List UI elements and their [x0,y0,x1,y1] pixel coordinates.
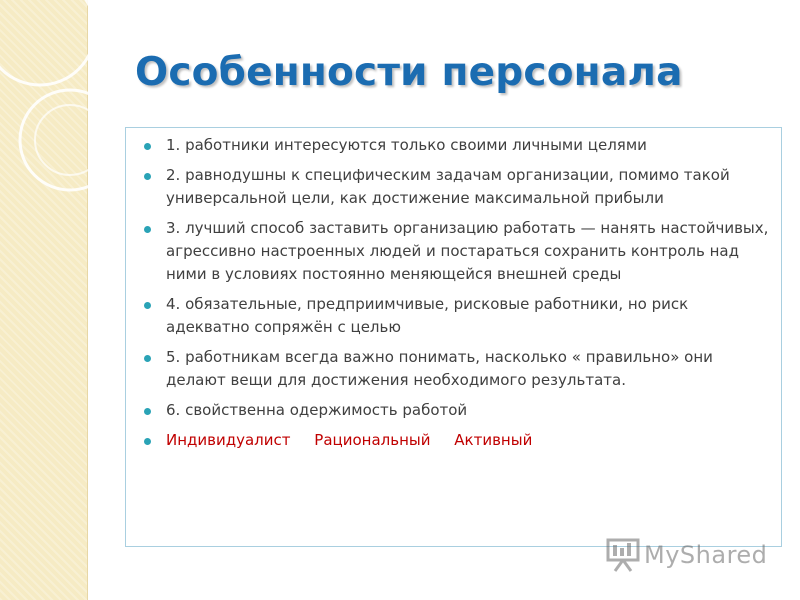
list-item-text: 6. свойственна одержимость работой [166,401,468,419]
bullet-list [144,134,769,452]
watermark [606,537,767,573]
decorative-circles-icon [0,0,88,600]
list-item-text: 4. обязательные, предприимчивые, рисковые работники, но риск адекватно сопряжён с целью [166,295,689,336]
bullet-dot-icon [144,355,151,362]
highlight-row [144,429,769,452]
list-item [144,399,769,422]
slide-title: Особенности персонала [135,50,683,95]
highlight-word: Индивидуалист [166,431,291,449]
list-item [144,293,769,339]
bullet-dot-icon [144,143,151,150]
highlight-word: Рациональный [314,431,431,449]
content-box [125,127,782,547]
bullet-dot-icon [144,438,151,445]
list-item [144,164,769,210]
list-item-text: 5. работникам всегда важно понимать, насколько « правильно» они делают вещи для достижения необходимого результата. [166,348,713,389]
watermark-text: MyShared [644,541,768,569]
bullet-dot-icon [144,302,151,309]
list-item-text: 2. равнодушны к специфическим задачам организации, помимо такой универсальной цели, как достижение максимальной прибыли [166,166,730,207]
highlight-word: Активный [454,431,533,449]
list-item-text: 3. лучший способ заставить организацию работать — нанять настойчивых, агрессивно настроенных людей и постараться сохранить контроль над ними в условиях постоянно меняющейся внешней среды [166,219,769,283]
list-item [144,346,769,392]
bullet-dot-icon [144,226,151,233]
list-item [144,134,769,157]
bullet-dot-icon [144,173,151,180]
list-item-text: 1. работники интересуются только своими личными целями [166,136,647,154]
decorative-sidebar [0,0,88,600]
list-item [144,217,769,286]
bullet-dot-icon [144,408,151,415]
presentation-board-icon [606,537,640,573]
